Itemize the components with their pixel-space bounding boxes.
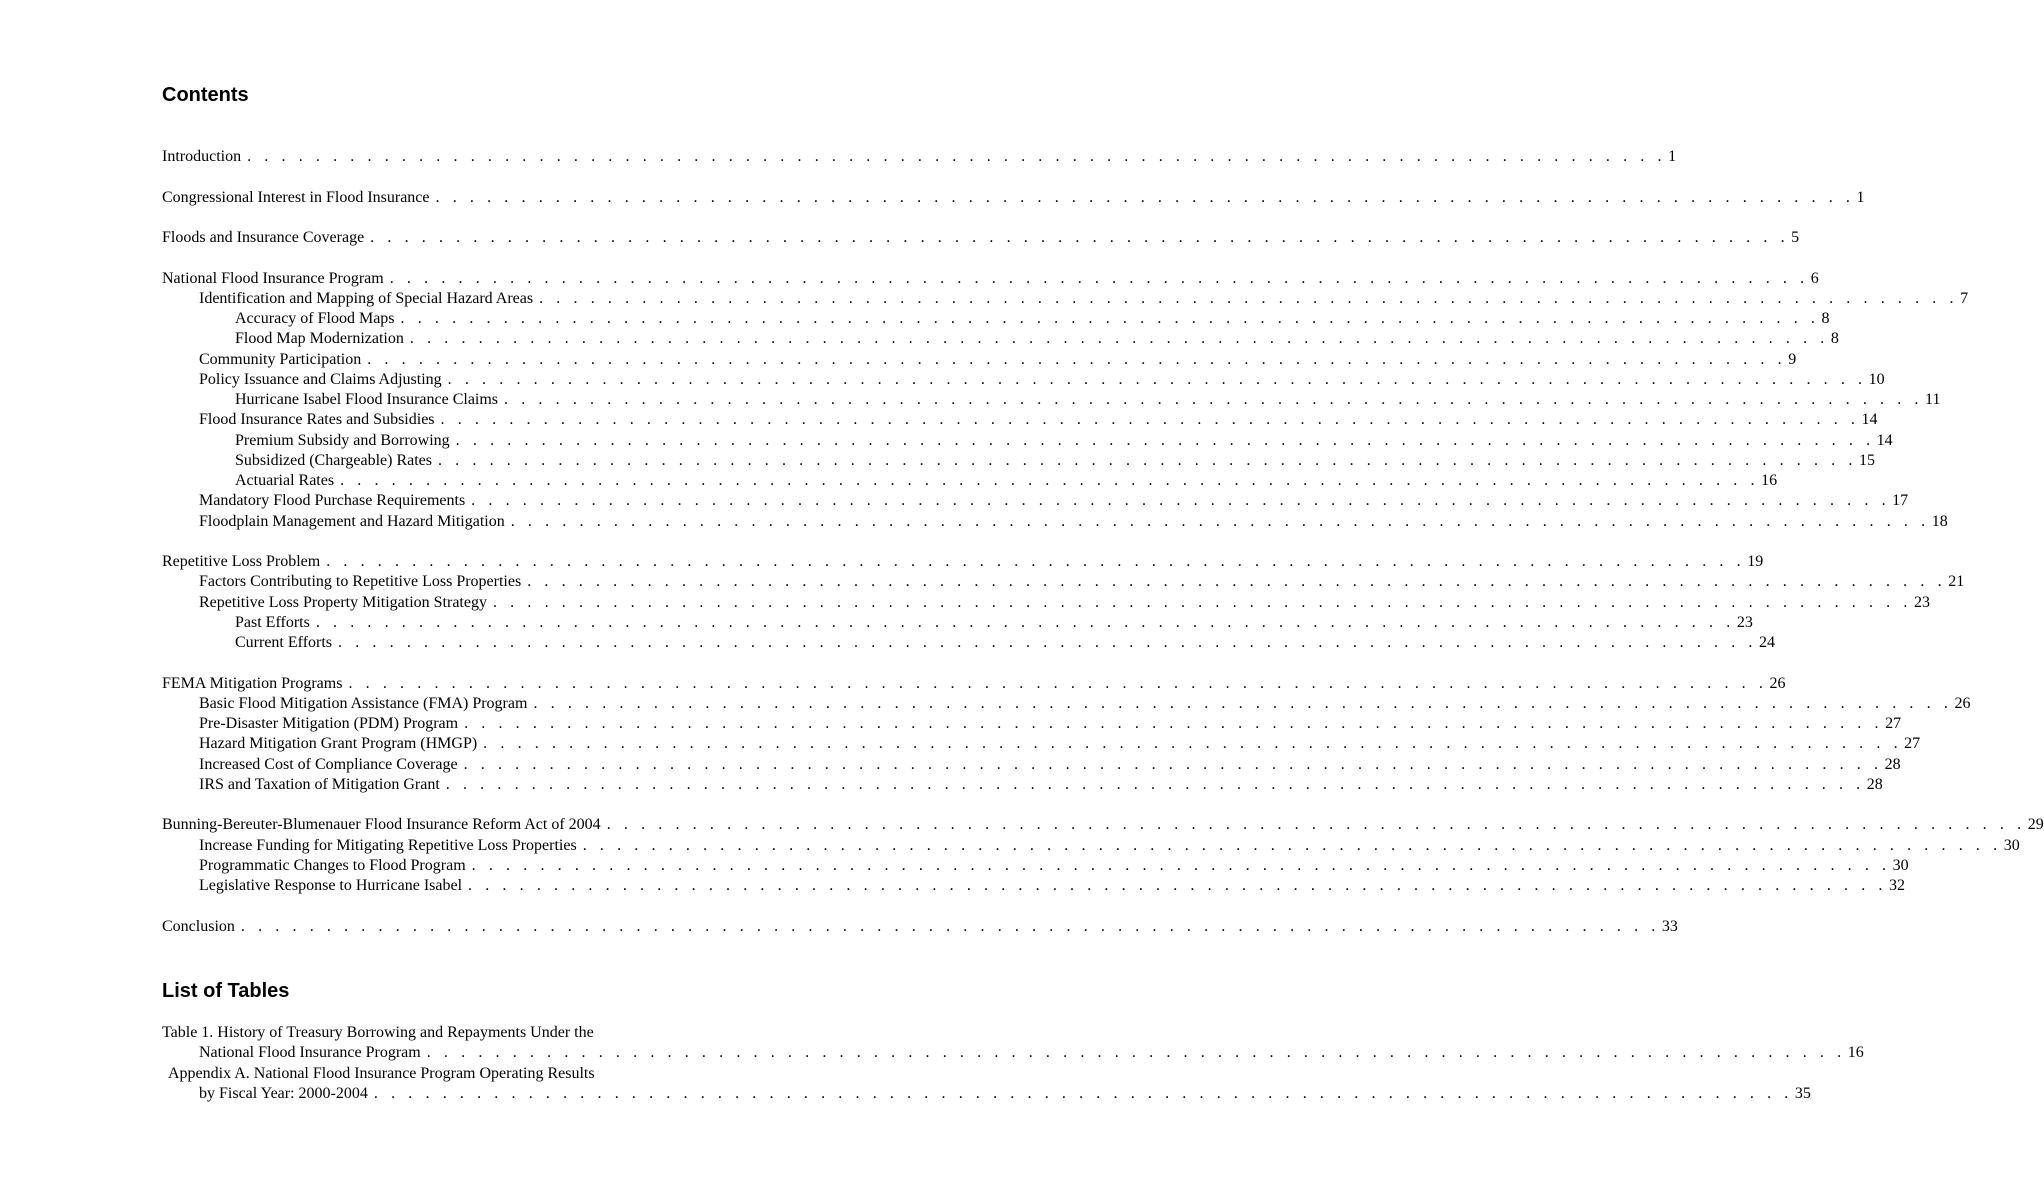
toc-entry-title: Premium Subsidy and Borrowing	[235, 431, 450, 449]
toc-entry-community-participation[interactable]	[162, 350, 1797, 370]
dot-leader: . . . . . . . . . . . . . . . . . . . . . . . . . . . . . . . . . . . . . . . . . . . . . . . . . . . . . . . . . . . . . . . . . . . . . . . . . . . . . . . . . . .	[527, 573, 1947, 591]
toc-entry-title: Flood Insurance Rates and Subsidies	[199, 411, 435, 429]
dot-leader: . . . . . . . . . . . . . . . . . . . . . . . . . . . . . . . . . . . . . . . . . . . . . . . . . . . . . . . . . . . . . . . . . . . . . . . . . . . . . . . . . . .	[426, 1044, 1846, 1062]
dot-leader: . . . . . . . . . . . . . . . . . . . . . . . . . . . . . . . . . . . . . . . . . . . . . . . . . . . . . . . . . . . . . . . . . . . . . . . . . . . . . . . . . . .	[338, 634, 1758, 651]
toc-entry-mapping-hazard-areas[interactable]	[162, 289, 1969, 309]
dot-leader: . . . . . . . . . . . . . . . . . . . . . . . . . . . . . . . . . . . . . . . . . . . . . . . . . . . . . . . . . . . . . . . . . . . . . . . . . . . . . . . . . . .	[247, 148, 1667, 165]
table-entry-title: by Fiscal Year: 2000-2004	[199, 1084, 368, 1102]
toc-entry-increase-funding[interactable]	[162, 836, 2020, 856]
toc-entry-premium-subsidy[interactable]	[162, 431, 1893, 451]
toc-entry-title: National Flood Insurance Program	[162, 269, 384, 287]
toc-entry-page: 26	[1954, 694, 1971, 712]
toc-entry-page: 8	[1830, 330, 1839, 348]
toc-entry-title: Increased Cost of Compliance Coverage	[199, 755, 458, 773]
toc-entry-congressional-interest[interactable]	[162, 188, 1865, 208]
toc-entry-page: 9	[1788, 350, 1797, 368]
toc-entry-nfip[interactable]	[162, 269, 1819, 289]
toc-entry-actuarial-rates[interactable]	[162, 471, 1778, 491]
toc-entry-subsidized-rates[interactable]	[162, 451, 1875, 471]
dot-leader: . . . . . . . . . . . . . . . . . . . . . . . . . . . . . . . . . . . . . . . . . . . . . . . . . . . . . . . . . . . . . . . . . . . . . . . . . . . . . . . . . . .	[240, 917, 1660, 935]
table-of-contents	[162, 147, 2044, 937]
toc-entry-title: Floods and Insurance Coverage	[162, 229, 365, 246]
toc-entry-floodplain-management[interactable]	[162, 512, 1948, 532]
table-entry-line[interactable]: Table 1. History of Treasury Borrowing and Repayments Under the	[162, 1024, 594, 1041]
toc-entry-page: 1	[1856, 188, 1865, 206]
dot-leader: . . . . . . . . . . . . . . . . . . . . . . . . . . . . . . . . . . . . . . . . . . . . . . . . . . . . . . . . . . . . . . . . . . . . . . . . . . . . . . . . . . .	[468, 877, 1888, 894]
toc-entry-page: 7	[1960, 289, 1969, 307]
dot-leader: . . . . . . . . . . . . . . . . . . . . . . . . . . . . . . . . . . . . . . . . . . . . . . . . . . . . . . . . . . . . . . . . . . . . . . . . . . . . . . . . . . .	[400, 310, 1820, 327]
toc-entry-page: 17	[1892, 492, 1909, 510]
dot-leader: . . . . . . . . . . . . . . . . . . . . . . . . . . . . . . . . . . . . . . . . . . . . . . . . . . . . . . . . . . . . . . . . . . . . . . . . . . . . . . . . . . .	[539, 289, 1959, 307]
toc-entry-floods-coverage[interactable]	[162, 228, 1800, 248]
toc-entry-hmgp[interactable]	[162, 734, 1921, 754]
dot-leader: . . . . . . . . . . . . . . . . . . . . . . . . . . . . . . . . . . . . . . . . . . . . . . . . . . . . . . . . . . . . . . . . . . . . . . . . . . . . . . . . . . .	[582, 836, 2002, 854]
dot-leader: . . . . . . . . . . . . . . . . . . . . . . . . . . . . . . . . . . . . . . . . . . . . . . . . . . . . . . . . . . . . . . . . . . . . . . . . . . . . . . . . . . .	[370, 229, 1790, 246]
toc-entry-title: Hurricane Isabel Flood Insurance Claims	[235, 391, 499, 408]
toc-entry-pdm-program[interactable]	[162, 714, 1902, 734]
toc-entry-page: 30	[1892, 856, 1909, 874]
toc-entry-page: 8	[1821, 310, 1830, 327]
toc-entry-title: Repetitive Loss Property Mitigation Strategy	[199, 593, 487, 611]
table-entry-line[interactable]: Appendix A. National Flood Insurance Program Operating Results	[168, 1064, 595, 1082]
toc-entry-title: Actuarial Rates	[235, 472, 335, 489]
toc-entry-page: 29	[2027, 816, 2044, 834]
toc-entry-map-modernization[interactable]	[162, 329, 1839, 349]
toc-entry-programmatic-changes[interactable]	[162, 856, 1909, 876]
toc-entry-title: Basic Flood Mitigation Assistance (FMA) Program	[199, 694, 528, 712]
toc-entry-page: 28	[1884, 755, 1901, 773]
dot-leader: . . . . . . . . . . . . . . . . . . . . . . . . . . . . . . . . . . . . . . . . . . . . . . . . . . . . . . . . . . . . . . . . . . . . . . . . . . . . . . . . . . .	[471, 492, 1891, 510]
dot-leader: . . . . . . . . . . . . . . . . . . . . . . . . . . . . . . . . . . . . . . . . . . . . . . . . . . . . . . . . . . . . . . . . . . . . . . . . . . . . . . . . . . .	[464, 715, 1884, 732]
toc-entry-title: FEMA Mitigation Programs	[162, 674, 343, 692]
toc-entry-conclusion[interactable]	[162, 917, 1678, 937]
toc-entry-fema-programs[interactable]	[162, 674, 1786, 694]
toc-entry-title: Repetitive Loss Problem	[162, 553, 321, 570]
toc-entry-icc-coverage[interactable]	[162, 755, 1901, 775]
dot-leader: . . . . . . . . . . . . . . . . . . . . . . . . . . . . . . . . . . . . . . . . . . . . . . . . . . . . . . . . . . . . . . . . . . . . . . . . . . . . . . . . . . .	[315, 613, 1735, 631]
toc-entry-rates-subsidies[interactable]	[162, 410, 1878, 430]
toc-entry-irs-taxation[interactable]	[162, 775, 1883, 795]
dot-leader: . . . . . . . . . . . . . . . . . . . . . . . . . . . . . . . . . . . . . . . . . . . . . . . . . . . . . . . . . . . . . . . . . . . . . . . . . . . . . . . . . . .	[504, 391, 1924, 408]
dot-leader: . . . . . . . . . . . . . . . . . . . . . . . . . . . . . . . . . . . . . . . . . . . . . . . . . . . . . . . . . . . . . . . . . . . . . . . . . . . . . . . . . . .	[348, 674, 1768, 692]
list-of-tables-heading: List of Tables	[162, 980, 290, 1002]
toc-entry-page: 28	[1866, 775, 1883, 793]
dot-leader: . . . . . . . . . . . . . . . . . . . . . . . . . . . . . . . . . . . . . . . . . . . . . . . . . . . . . . . . . . . . . . . . . . . . . . . . . . . . . . . . . . .	[463, 755, 1883, 773]
toc-entry-title: Conclusion	[162, 917, 235, 935]
toc-entry-page: 32	[1889, 877, 1906, 894]
table-entry-title: National Flood Insurance Program	[199, 1044, 421, 1062]
dot-leader: . . . . . . . . . . . . . . . . . . . . . . . . . . . . . . . . . . . . . . . . . . . . . . . . . . . . . . . . . . . . . . . . . . . . . . . . . . . . . . . . . . .	[435, 188, 1855, 206]
toc-entry-mitigation-strategy[interactable]	[162, 593, 1930, 613]
toc-entry-legislative-response[interactable]	[162, 876, 1906, 896]
dot-leader: . . . . . . . . . . . . . . . . . . . . . . . . . . . . . . . . . . . . . . . . . . . . . . . . . . . . . . . . . . . . . . . . . . . . . . . . . . . . . . . . . . .	[455, 431, 1875, 449]
toc-entry-page: 23	[1913, 593, 1930, 611]
toc-entry-repetitive-loss[interactable]	[162, 552, 1764, 572]
dot-leader: . . . . . . . . . . . . . . . . . . . . . . . . . . . . . . . . . . . . . . . . . . . . . . . . . . . . . . . . . . . . . . . . . . . . . . . . . . . . . . . . . . .	[440, 411, 1860, 429]
toc-entry-title: Legislative Response to Hurricane Isabel	[199, 877, 463, 894]
toc-entry-title: Congressional Interest in Flood Insurance	[162, 188, 430, 206]
toc-entry-title: Bunning-Bereuter-Blumenauer Flood Insurance Reform Act of 2004	[162, 816, 601, 834]
dot-leader: . . . . . . . . . . . . . . . . . . . . . . . . . . . . . . . . . . . . . . . . . . . . . . . . . . . . . . . . . . . . . . . . . . . . . . . . . . . . . . . . . . .	[492, 593, 1912, 611]
toc-entry-isabel-claims[interactable]	[162, 390, 1941, 410]
toc-entry-title: Increase Funding for Mitigating Repetitive Loss Properties	[199, 836, 577, 854]
table-entry-page: 16	[1847, 1044, 1864, 1062]
toc-entry-page: 5	[1791, 229, 1800, 246]
toc-entry-title: Identification and Mapping of Special Hazard Areas	[199, 289, 534, 307]
list-of-tables	[162, 1023, 1864, 1104]
dot-leader: . . . . . . . . . . . . . . . . . . . . . . . . . . . . . . . . . . . . . . . . . . . . . . . . . . . . . . . . . . . . . . . . . . . . . . . . . . . . . . . . . . .	[445, 775, 1865, 793]
toc-entry-page: 23	[1736, 613, 1753, 631]
dot-leader: . . . . . . . . . . . . . . . . . . . . . . . . . . . . . . . . . . . . . . . . . . . . . . . . . . . . . . . . . . . . . . . . . . . . . . . . . . . . . . . . . . .	[606, 816, 2026, 834]
toc-entry-page: 30	[2003, 836, 2020, 854]
toc-entry-page: 33	[1661, 917, 1678, 935]
toc-entry-policy-claims[interactable]	[162, 370, 1885, 390]
toc-entry-title: Floodplain Management and Hazard Mitigation	[199, 512, 505, 530]
toc-entry-reform-act-2004[interactable]	[162, 815, 2044, 835]
toc-entry-title: Subsidized (Chargeable) Rates	[235, 451, 432, 469]
toc-entry-title: Introduction	[162, 148, 242, 165]
dot-leader: . . . . . . . . . . . . . . . . . . . . . . . . . . . . . . . . . . . . . . . . . . . . . . . . . . . . . . . . . . . . . . . . . . . . . . . . . . . . . . . . . . .	[340, 472, 1760, 489]
toc-entry-title: Past Efforts	[235, 613, 310, 631]
dot-leader: . . . . . . . . . . . . . . . . . . . . . . . . . . . . . . . . . . . . . . . . . . . . . . . . . . . . . . . . . . . . . . . . . . . . . . . . . . . . . . . . . . .	[326, 553, 1746, 570]
dot-leader: . . . . . . . . . . . . . . . . . . . . . . . . . . . . . . . . . . . . . . . . . . . . . . . . . . . . . . . . . . . . . . . . . . . . . . . . . . . . . . . . . . .	[409, 330, 1829, 348]
dot-leader: . . . . . . . . . . . . . . . . . . . . . . . . . . . . . . . . . . . . . . . . . . . . . . . . . . . . . . . . . . . . . . . . . . . . . . . . . . . . . . . . . . .	[447, 370, 1867, 388]
toc-entry-title: Factors Contributing to Repetitive Loss Properties	[199, 573, 522, 591]
toc-entry-fma-program[interactable]	[162, 694, 1971, 714]
toc-entry-title: Community Participation	[199, 350, 362, 368]
toc-entry-page: 27	[1885, 715, 1902, 732]
dot-leader: . . . . . . . . . . . . . . . . . . . . . . . . . . . . . . . . . . . . . . . . . . . . . . . . . . . . . . . . . . . . . . . . . . . . . . . . . . . . . . . . . . .	[533, 694, 1953, 712]
toc-entry-mandatory-purchase[interactable]	[162, 491, 1909, 511]
table-entry-page: 35	[1794, 1084, 1811, 1102]
toc-entry-title: Flood Map Modernization	[235, 330, 404, 348]
dot-leader: . . . . . . . . . . . . . . . . . . . . . . . . . . . . . . . . . . . . . . . . . . . . . . . . . . . . . . . . . . . . . . . . . . . . . . . . . . . . . . . . . . .	[367, 350, 1787, 368]
toc-entry-page: 6	[1810, 269, 1819, 287]
toc-entry-title: Programmatic Changes to Flood Program	[199, 856, 466, 874]
toc-entry-current-efforts[interactable]	[162, 633, 1776, 653]
toc-entry-page: 14	[1861, 411, 1878, 429]
toc-entry-page: 24	[1759, 634, 1776, 651]
toc-entry-page: 27	[1904, 735, 1921, 753]
toc-entry-past-efforts[interactable]	[162, 613, 1753, 633]
toc-entry-introduction[interactable]	[162, 147, 1677, 167]
toc-entry-page: 16	[1761, 472, 1778, 489]
toc-entry-title: Hazard Mitigation Grant Program (HMGP)	[199, 735, 478, 753]
toc-entry-title: Pre-Disaster Mitigation (PDM) Program	[199, 715, 459, 732]
dot-leader: . . . . . . . . . . . . . . . . . . . . . . . . . . . . . . . . . . . . . . . . . . . . . . . . . . . . . . . . . . . . . . . . . . . . . . . . . . . . . . . . . . .	[510, 512, 1930, 530]
toc-entry-page: 15	[1858, 451, 1875, 469]
table-entry-treasury-borrowing[interactable]	[162, 1043, 1864, 1063]
dot-leader: . . . . . . . . . . . . . . . . . . . . . . . . . . . . . . . . . . . . . . . . . . . . . . . . . . . . . . . . . . . . . . . . . . . . . . . . . . . . . . . . . . .	[389, 269, 1809, 287]
toc-entry-accuracy-flood-maps[interactable]	[162, 309, 1830, 329]
toc-entry-title: IRS and Taxation of Mitigation Grant	[199, 775, 440, 793]
dot-leader: . . . . . . . . . . . . . . . . . . . . . . . . . . . . . . . . . . . . . . . . . . . . . . . . . . . . . . . . . . . . . . . . . . . . . . . . . . . . . . . . . . .	[471, 856, 1891, 874]
toc-entry-title: Policy Issuance and Claims Adjusting	[199, 370, 442, 388]
toc-entry-contributing-factors[interactable]	[162, 572, 1965, 592]
toc-entry-page: 10	[1868, 370, 1885, 388]
toc-entry-page: 11	[1925, 391, 1941, 408]
toc-entry-page: 1	[1668, 148, 1677, 165]
dot-leader: . . . . . . . . . . . . . . . . . . . . . . . . . . . . . . . . . . . . . . . . . . . . . . . . . . . . . . . . . . . . . . . . . . . . . . . . . . . . . . . . . . .	[437, 451, 1857, 469]
toc-entry-page: 21	[1948, 573, 1965, 591]
contents-heading: Contents	[162, 84, 249, 106]
table-entry-appendix-a[interactable]	[162, 1084, 1811, 1104]
dot-leader: . . . . . . . . . . . . . . . . . . . . . . . . . . . . . . . . . . . . . . . . . . . . . . . . . . . . . . . . . . . . . . . . . . . . . . . . . . . . . . . . . . .	[373, 1084, 1793, 1102]
toc-entry-page: 19	[1747, 553, 1764, 570]
toc-entry-title: Accuracy of Flood Maps	[235, 310, 395, 327]
toc-entry-title: Mandatory Flood Purchase Requirements	[199, 492, 466, 510]
toc-entry-page: 14	[1876, 431, 1893, 449]
toc-entry-page: 18	[1931, 512, 1948, 530]
toc-entry-title: Current Efforts	[235, 634, 333, 651]
toc-entry-page: 26	[1769, 674, 1786, 692]
dot-leader: . . . . . . . . . . . . . . . . . . . . . . . . . . . . . . . . . . . . . . . . . . . . . . . . . . . . . . . . . . . . . . . . . . . . . . . . . . . . . . . . . . .	[483, 735, 1903, 753]
